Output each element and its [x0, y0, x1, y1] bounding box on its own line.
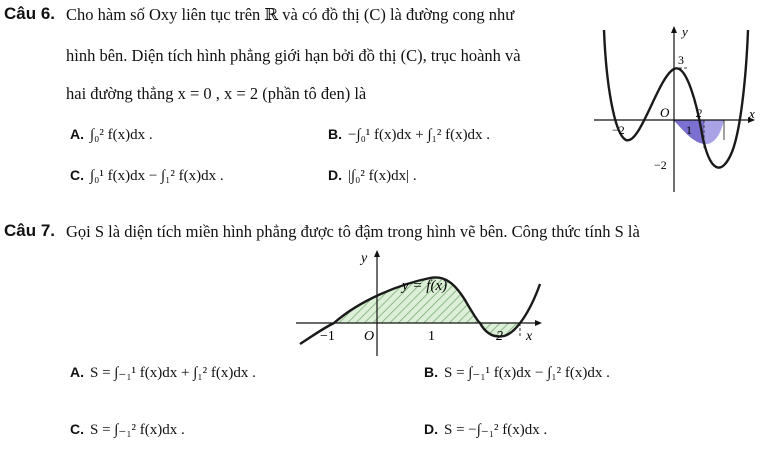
option-letter: B.: [424, 364, 438, 380]
q7-option-c[interactable]: [70, 420, 185, 439]
q6-tick-x-1: 1: [686, 123, 692, 137]
q7-tick-x-neg1: −1: [320, 329, 335, 344]
q7-graph: [290, 244, 548, 362]
q6-shaded-region: [704, 120, 724, 144]
q6-y-label: y: [682, 24, 688, 39]
option-letter: B.: [328, 126, 342, 142]
q7-label: Câu 7.: [4, 221, 56, 240]
q6-text-line3: hai đường thẳng x = 0 , x = 2 (phần tô đen) là: [66, 84, 367, 103]
q7-y-label: y: [361, 251, 368, 266]
q7-x-label: x: [526, 329, 533, 344]
q6-label: Câu 6.: [4, 4, 56, 23]
option-letter: D.: [424, 421, 438, 437]
q6-graph: [592, 22, 757, 198]
q7-tick-x-2: 2: [496, 329, 503, 344]
q6-option-b[interactable]: [328, 126, 490, 144]
q6-text-line1: Cho hàm số Oxy liên tục trên ℝ và có đồ thị (C) là đường cong như: [66, 5, 515, 24]
q7-text-line1: Gọi S là diện tích miền hình phẳng được tô đậm trong hình vẽ bên. Công thức tính S là: [66, 222, 640, 241]
option-letter: C.: [70, 421, 84, 437]
q6-tick-x-2: 2: [696, 106, 702, 120]
q6-origin-label: O: [660, 105, 670, 120]
q6-option-a[interactable]: [70, 126, 153, 144]
q6-curve: [604, 30, 748, 168]
option-letter: C.: [70, 167, 84, 183]
option-text: ∫₀² f(x)dx .: [90, 127, 153, 143]
q7-tick-x-1: 1: [428, 329, 435, 344]
option-letter: A.: [70, 126, 84, 142]
q6-x-label: x: [749, 106, 755, 121]
q6-option-d[interactable]: [328, 167, 417, 185]
q7-option-d[interactable]: [424, 420, 547, 439]
option-text: S = ∫₋₁¹ f(x)dx + ∫₁² f(x)dx .: [90, 365, 256, 381]
option-letter: D.: [328, 167, 342, 183]
q7-option-a[interactable]: [70, 363, 256, 382]
option-text: S = ∫₋₁¹ f(x)dx − ∫₁² f(x)dx .: [444, 365, 610, 381]
q6-text-line2: hình bên. Diện tích hình phẳng giới hạn bởi đồ thị (C), trục hoành và: [66, 46, 521, 65]
option-text: ∫₀¹ f(x)dx − ∫₁² f(x)dx .: [90, 168, 224, 184]
q6-tick-x-neg2: −2: [612, 123, 625, 137]
q6-tick-y-neg2: −2: [654, 158, 667, 172]
q7-origin-label: O: [364, 329, 375, 344]
option-text: |∫₀² f(x)dx| .: [348, 168, 417, 184]
option-text: −∫₀¹ f(x)dx + ∫₁² f(x)dx .: [348, 127, 491, 143]
q6-option-c[interactable]: [70, 167, 224, 185]
q7-option-b[interactable]: [424, 363, 610, 382]
option-letter: A.: [70, 364, 84, 380]
q7-curve-label: y = f(x): [402, 278, 448, 294]
option-text: S = −∫₋₁² f(x)dx .: [444, 422, 548, 438]
q6-tick-y-3: 3: [678, 53, 684, 67]
option-text: S = ∫₋₁² f(x)dx .: [90, 422, 185, 438]
